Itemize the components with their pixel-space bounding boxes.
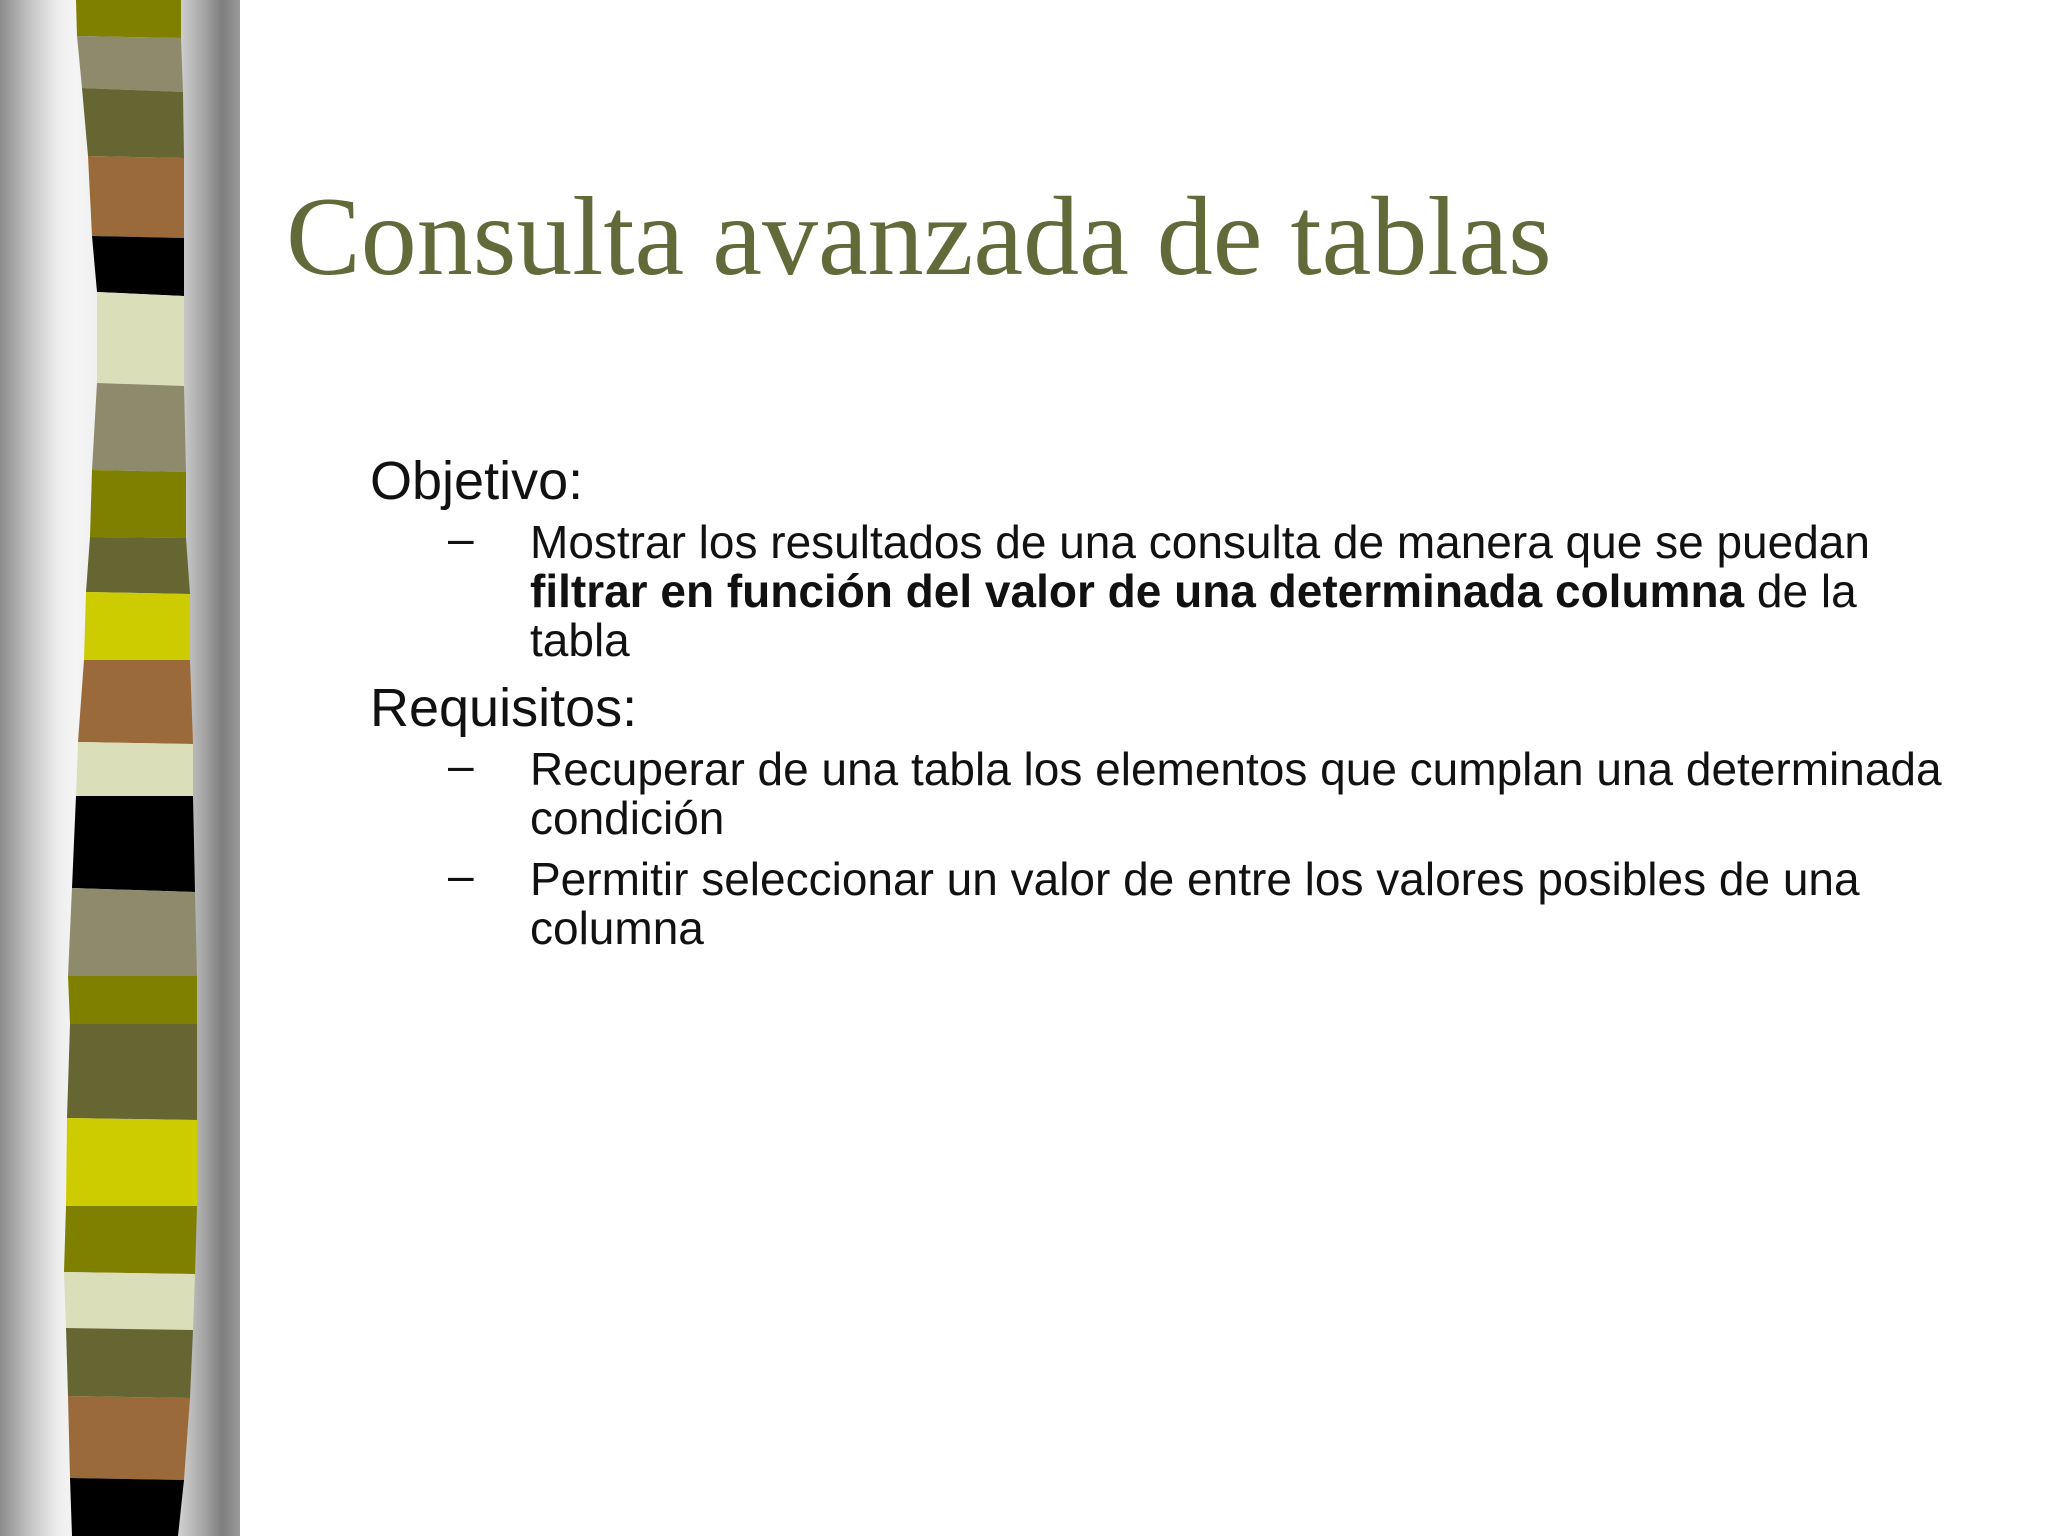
section-heading: Objetivo: <box>370 451 584 511</box>
stripe <box>97 292 184 386</box>
stripe <box>66 1118 197 1206</box>
item-text: Mostrar los resultados de una consulta de manera que se puedan <box>530 516 1870 568</box>
stripe <box>77 36 183 92</box>
stripe <box>66 1328 193 1398</box>
section-objetivo <box>370 450 1950 665</box>
item-text: de la tabla <box>530 565 1857 666</box>
stripe <box>72 796 195 892</box>
section-requisitos <box>370 677 1950 953</box>
stripe <box>76 742 193 796</box>
stripe <box>88 156 184 238</box>
stripe <box>92 383 186 472</box>
stripe <box>84 592 190 660</box>
decorative-side-band <box>0 0 240 1536</box>
list-item <box>370 512 1950 666</box>
stripe <box>68 976 197 1024</box>
slide-title: Consulta avanzada de tablas <box>286 175 1552 299</box>
stripe <box>76 0 181 38</box>
section-heading: Requisitos: <box>370 678 638 738</box>
list-item <box>370 849 1950 954</box>
stripe <box>70 1478 184 1536</box>
stripe <box>68 888 197 976</box>
stripe <box>86 537 190 594</box>
dash-bullet: – <box>448 512 474 564</box>
item-text: Recuperar de una tabla los elementos que cumplan una determinada condición <box>530 743 1942 844</box>
list-item <box>370 739 1950 844</box>
dash-bullet: – <box>448 739 474 791</box>
sub-list <box>370 512 1950 666</box>
stripe <box>78 660 193 744</box>
stripe <box>64 1272 195 1330</box>
slide-content <box>370 450 1950 965</box>
stripe <box>90 470 186 538</box>
stripe <box>67 1024 197 1120</box>
item-text-bold: filtrar en función del valor de una determinada columna <box>530 565 1745 617</box>
stripe <box>68 1396 190 1480</box>
sub-list <box>370 739 1950 954</box>
item-text: Permitir seleccionar un valor de entre los valores posibles de una columna <box>530 853 1860 954</box>
stripe <box>64 1206 197 1274</box>
stripe <box>82 88 184 158</box>
stripe <box>92 236 184 296</box>
dash-bullet: – <box>448 849 474 901</box>
striped-column-graphic <box>0 0 240 1536</box>
